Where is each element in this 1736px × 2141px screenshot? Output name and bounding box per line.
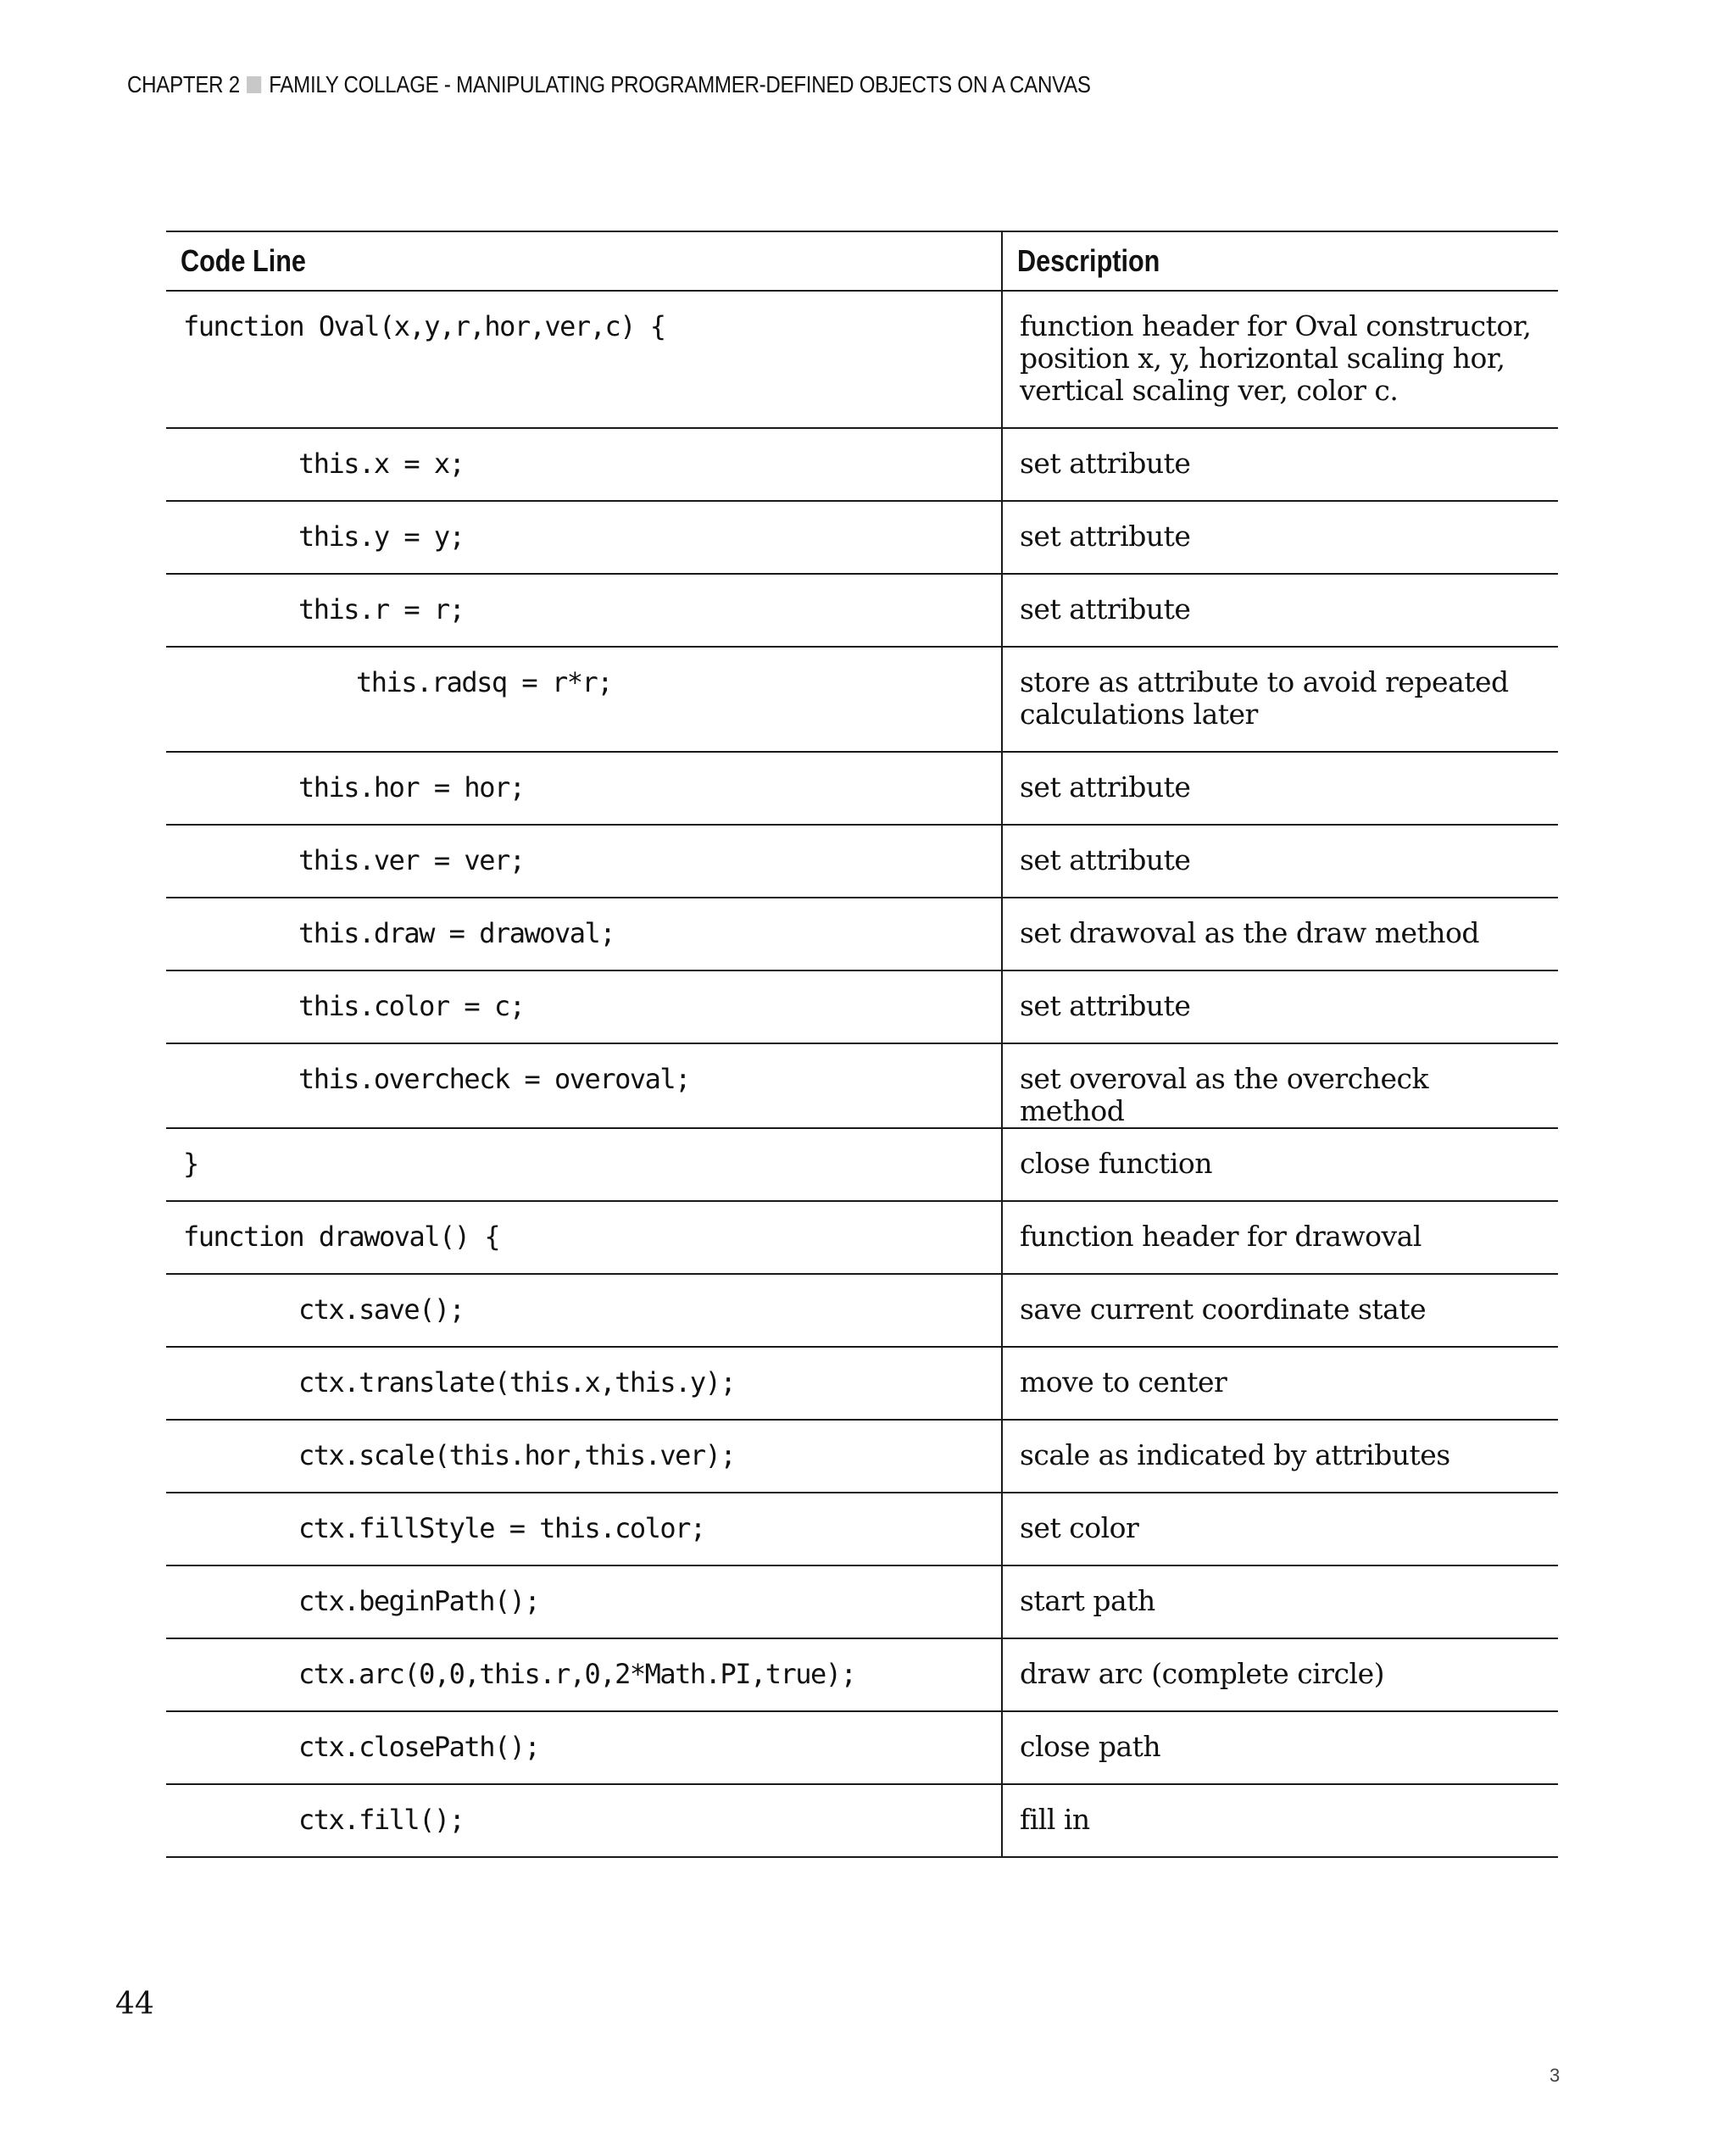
table-row	[166, 1128, 1558, 1201]
code-cell: this.y = y;	[298, 520, 465, 553]
table-row	[166, 752, 1558, 825]
description-cell: set attribute	[1020, 447, 1191, 480]
code-cell: ctx.fillStyle = this.color;	[298, 1512, 705, 1544]
description-cell: set attribute	[1020, 520, 1191, 553]
description-cell: function header for Oval constructor, position x, y, horizontal scaling hor, vertical scaling ver, color c.	[1020, 309, 1532, 407]
description-cell: scale as indicated by attributes	[1020, 1438, 1450, 1471]
code-cell: ctx.beginPath();	[298, 1585, 540, 1617]
running-head	[127, 71, 1091, 98]
code-cell: this.ver = ver;	[298, 844, 525, 876]
description-cell: move to center	[1020, 1365, 1227, 1399]
description-cell: set attribute	[1020, 592, 1191, 626]
sheet-number: 3	[1550, 2065, 1561, 2086]
table-row	[166, 1201, 1558, 1274]
separator-square-icon	[247, 76, 261, 93]
table-row	[166, 898, 1558, 970]
code-cell: ctx.scale(this.hor,this.ver);	[298, 1439, 736, 1471]
code-cell: }	[183, 1148, 198, 1180]
page-number: 44	[115, 1987, 154, 2021]
description-cell: function header for drawoval	[1020, 1220, 1422, 1253]
code-cell: ctx.arc(0,0,this.r,0,2*Math.PI,true);	[298, 1658, 856, 1690]
chapter-title: FAMILY COLLAGE - MANIPULATING PROGRAMMER-DEFINED OBJECTS ON A CANVAS	[269, 71, 1091, 97]
code-cell: ctx.closePath();	[298, 1731, 540, 1763]
table-row	[166, 825, 1558, 898]
table-row	[166, 428, 1558, 501]
code-cell: function Oval(x,y,r,hor,ver,c) {	[183, 310, 665, 342]
code-cell: this.draw = drawoval;	[298, 917, 615, 949]
header-description: Description	[1002, 231, 1558, 291]
table-row	[166, 574, 1558, 647]
description-cell: set overoval as the overcheck method	[1020, 1062, 1428, 1127]
code-cell: this.x = x;	[298, 448, 465, 480]
code-cell: ctx.translate(this.x,this.y);	[298, 1366, 736, 1399]
table-header-row	[166, 231, 1558, 291]
description-cell: store as attribute to avoid repeated calculations later	[1020, 665, 1509, 731]
table-row	[166, 1711, 1558, 1784]
description-cell: start path	[1020, 1584, 1155, 1617]
table-row	[166, 1043, 1558, 1128]
table-row	[166, 1347, 1558, 1420]
table-row	[166, 647, 1558, 752]
table-row	[166, 291, 1558, 428]
code-cell: this.overcheck = overoval;	[298, 1063, 690, 1095]
header-code-line: Code Line	[166, 231, 1002, 291]
table-row	[166, 501, 1558, 574]
table-row	[166, 1420, 1558, 1493]
table-row	[166, 1493, 1558, 1565]
code-cell: function drawoval() {	[183, 1221, 500, 1253]
code-cell: this.hor = hor;	[298, 771, 525, 804]
table-row	[166, 970, 1558, 1043]
code-cell: this.color = c;	[298, 990, 525, 1022]
code-cell: this.radsq = r*r;	[356, 666, 613, 698]
description-cell: set attribute	[1020, 989, 1191, 1022]
description-cell: fill in	[1020, 1803, 1090, 1836]
description-cell: draw arc (complete circle)	[1020, 1657, 1384, 1690]
code-description-table	[166, 231, 1558, 1858]
description-cell: set color	[1020, 1511, 1139, 1544]
table-row	[166, 1638, 1558, 1711]
description-cell: set attribute	[1020, 843, 1191, 876]
code-cell: ctx.fill();	[298, 1804, 465, 1836]
description-cell: close function	[1020, 1147, 1212, 1180]
description-cell: save current coordinate state	[1020, 1293, 1427, 1326]
description-cell: close path	[1020, 1730, 1161, 1763]
table-row	[166, 1784, 1558, 1857]
code-cell: this.r = r;	[298, 593, 465, 626]
chapter-label: CHAPTER 2	[127, 71, 240, 97]
table-row	[166, 1274, 1558, 1347]
code-cell: ctx.save();	[298, 1293, 465, 1326]
table-row	[166, 1565, 1558, 1638]
description-cell: set attribute	[1020, 770, 1191, 804]
description-cell: set drawoval as the draw method	[1020, 916, 1480, 949]
